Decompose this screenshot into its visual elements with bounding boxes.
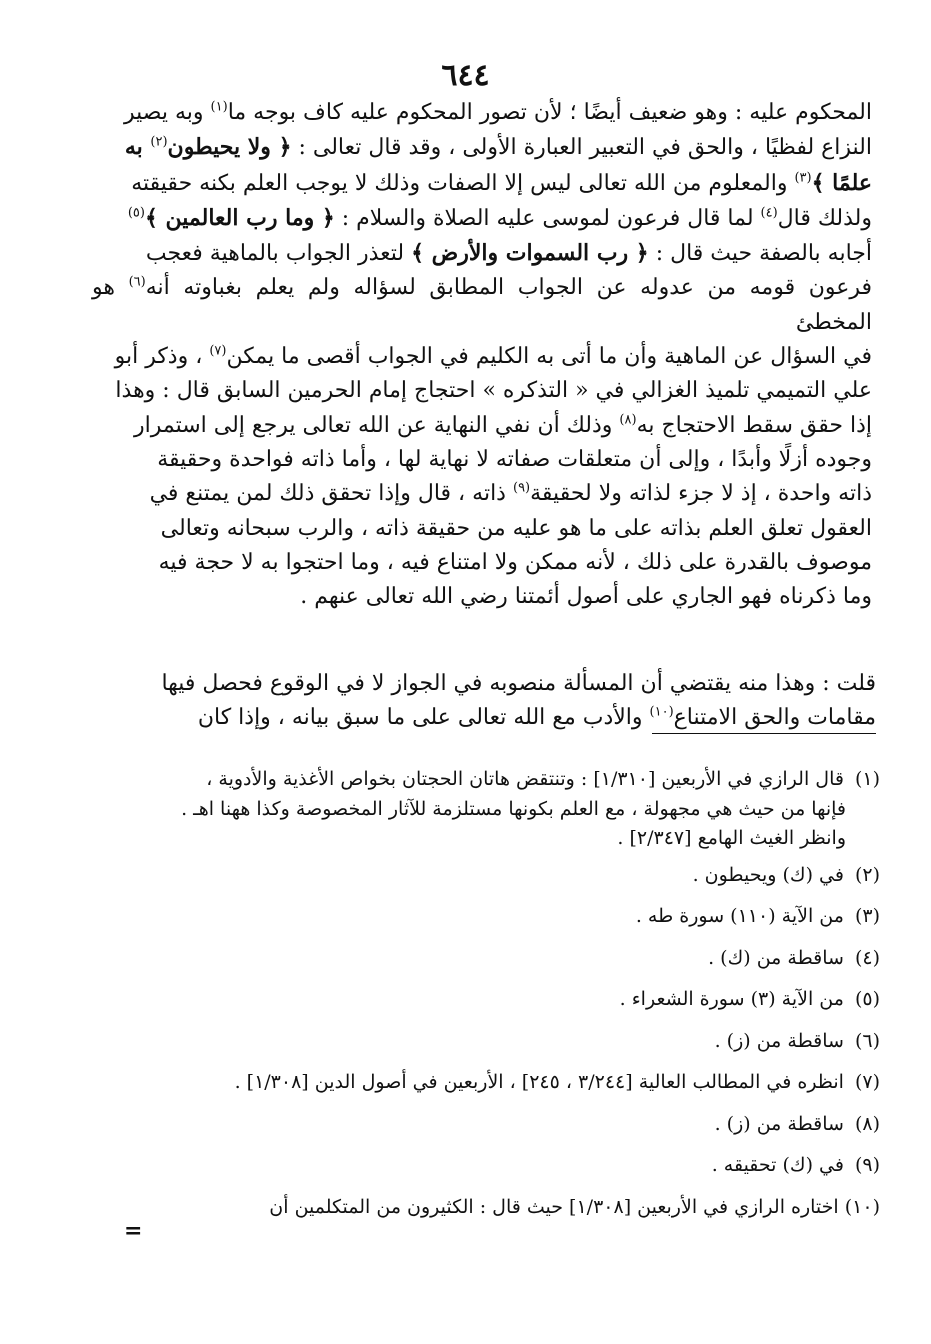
footnote-reference: (٨) <box>619 412 637 428</box>
text-run: ، وذكر أبو <box>114 344 210 370</box>
footnote-reference: (٦) <box>128 275 146 291</box>
body-text-line <box>92 477 872 511</box>
text-run: النزاع لفظيًا ، والحق في التعبير العبارة الأولى ، وقد قال تعالى : <box>291 135 872 161</box>
footnote-text-continued: فإنها من حيث هي مجهولة ، مع العلم بكونها مستلزمة للآثار المخصوصة وكذا ههنا اهـ . <box>181 797 846 820</box>
footnote-text-continued: وانظر الغيث الهامع [٢/٣٤٧] . <box>617 827 846 849</box>
footnote <box>80 1151 880 1193</box>
text-run: هو المخطئ <box>92 275 872 335</box>
text-run: إذا حقق سقط الاحتجاج به <box>636 412 872 438</box>
footnote-reference: (٣) <box>794 170 812 186</box>
body-text-line <box>92 130 872 165</box>
footnote-number: (١٠) <box>844 1195 880 1218</box>
comment-text-line <box>86 667 876 701</box>
footnotes <box>80 765 880 1234</box>
footnote-text: انظره في المطالب العالية [٣/٢٤٤ ، ٢٤٥] ، الأربعين في أصول الدين [١/٣٠٨] . <box>234 1071 844 1093</box>
body-text-line <box>92 236 872 271</box>
footnote-text: اختاره الرازي في الأربعين [١/٣٠٨] حيث قال : الكثيرون من المتكلمين أن <box>269 1195 839 1218</box>
footnote-reference: (١٠) <box>649 704 674 720</box>
footnote-text: قال الرازي في الأربعين [١/٣١٠] : وتنتقض هاتان الحجتان بخواص الأغذية والأدوية ، <box>206 768 844 790</box>
quran-quote: ﴿ ولا يحيطون <box>167 134 292 161</box>
text-run: لتعذر الجواب بالماهية فعجب <box>145 241 412 267</box>
text-run: أجابه بالصفة حيث قال : <box>648 241 872 267</box>
text-run: وما ذكرناه فهو الجاري على أصول أئمتنا رضي الله تعالى عنهم . <box>300 584 872 610</box>
text-run: موصوف بالقدرة على ذلك ، لأنه ممكن ولا امتناع فيه ، وما احتجوا به لا حجة فيه <box>158 549 872 575</box>
text-run: المحكوم عليه : وهو ضعيف أيضًا ؛ لأن تصور المحكوم عليه كاف بوجه ما <box>227 100 872 125</box>
body-text-line <box>92 443 872 477</box>
text-run: في السؤال عن الماهية وأن ما أتى به الكليم في الجواب أقصى ما يمكن <box>226 344 872 370</box>
footnote-number: (٣) <box>854 905 880 927</box>
footnote-text: ساقطة من (ز) . <box>714 1112 844 1135</box>
footnote-text: ساقطة من (ك) . <box>708 946 844 969</box>
footnote <box>80 1068 880 1110</box>
body-text-line <box>92 166 872 201</box>
footnote-text: من الآية (٣) سورة الشعراء . <box>619 988 844 1010</box>
continuation-mark: = <box>124 1218 143 1244</box>
quran-quote: به <box>124 134 151 161</box>
footnote <box>80 985 880 1027</box>
footnote-number: (١) <box>854 768 880 790</box>
footnote-text: في (ك) تحقيقه . <box>711 1154 844 1176</box>
text-run: العقول تعلق العلم بذاته على ما هو عليه من حقيقة ذاته ، والرب سبحانه وتعالى <box>160 515 872 541</box>
footnote-number: (٤) <box>854 946 880 969</box>
body-text-line <box>92 374 872 408</box>
footnote-reference: (١) <box>210 99 228 115</box>
footnote-reference: (٥) <box>127 205 145 221</box>
body-text-line <box>92 409 872 443</box>
text-run: قلت : وهذا منه يقتضي أن المسألة منصوبه في الجواز لا في الوقوع فحصل فيها <box>161 671 876 696</box>
comment-text-line <box>86 701 876 735</box>
footnote <box>80 765 880 854</box>
text-run: وذلك أن نفي النهاية عن الله تعالى يرجع إلى استمرار <box>134 412 620 438</box>
page-number: ٦٤٤ <box>441 58 490 93</box>
body-text-line <box>92 580 872 614</box>
footnote-number: (٩) <box>854 1154 880 1176</box>
footnote-separator <box>652 733 876 734</box>
body-text-line <box>92 546 872 580</box>
body-text-line <box>92 340 872 374</box>
footnote-number: (٨) <box>854 1112 880 1135</box>
text-run: ذاته ، قال وإذا تحقق ذلك لمن يمتنع في <box>149 481 513 507</box>
main-text <box>92 96 872 614</box>
author-comment <box>86 667 876 735</box>
text-run: فرعون قومه من عدوله عن الجواب المطابق لسؤاله ولم يعلم بغباوته أنه <box>145 275 873 301</box>
footnote-number: (٧) <box>854 1071 880 1093</box>
text-run: علي التميمي تلميذ الغزالي في « التذكره » احتجاج إمام الحرمين السابق قال : وهذا <box>115 378 872 404</box>
footnote <box>80 944 880 986</box>
footnote-reference: (٢) <box>150 134 168 150</box>
footnote-reference: (٧) <box>209 343 227 359</box>
footnote-reference: (٤) <box>760 205 778 221</box>
footnote <box>80 1193 880 1235</box>
body-text-line <box>92 512 872 546</box>
footnote-number: (٦) <box>854 1029 880 1052</box>
quran-quote: ﴿ رب السموات والأرض ﴾ <box>411 240 649 267</box>
text-run: والأدب مع الله تعالى على ما سبق بيانه ، وإذا كان <box>197 705 650 730</box>
footnote-reference: (٩) <box>512 480 531 496</box>
text-run: وبه يصير <box>124 100 211 125</box>
body-text-line <box>92 271 872 340</box>
text-run: مقامات والحق الامتناع <box>673 705 876 730</box>
footnote <box>80 1027 880 1069</box>
body-text-line <box>92 201 872 236</box>
footnote-text: ساقطة من (ز) . <box>714 1029 844 1052</box>
body-text-line <box>92 96 872 130</box>
footnote <box>80 1110 880 1152</box>
text-run: والمعلوم من الله تعالى ليس إلا الصفات وذلك لا يوجب العلم بكنه حقيقته <box>131 170 795 196</box>
footnote-number: (٥) <box>854 988 880 1010</box>
footnote-text: في (ك) ويحيطون . <box>692 863 844 886</box>
text-run: ذاته واحدة ، إذ لا جزء لذاته ولا لحقيقة <box>530 481 872 507</box>
footnote-number: (٢) <box>854 863 880 886</box>
text-run: وجوده أزلًا وأبدًا ، وإلى أن متعلقات صفاته لا نهاية لها ، وأما ذاته فواحدة وحقيقة <box>157 446 872 472</box>
quran-quote: ﴿ وما رب العالمين ﴾ <box>144 204 335 231</box>
text-run: لما قال فرعون لموسى عليه الصلاة والسلام : <box>334 205 761 231</box>
footnote <box>80 902 880 944</box>
text-run: ولذلك قال <box>777 205 872 231</box>
footnote-text: من الآية (١١٠) سورة طه . <box>635 905 844 927</box>
quran-quote: علمًا ﴾ <box>811 169 872 196</box>
footnote <box>80 861 880 903</box>
